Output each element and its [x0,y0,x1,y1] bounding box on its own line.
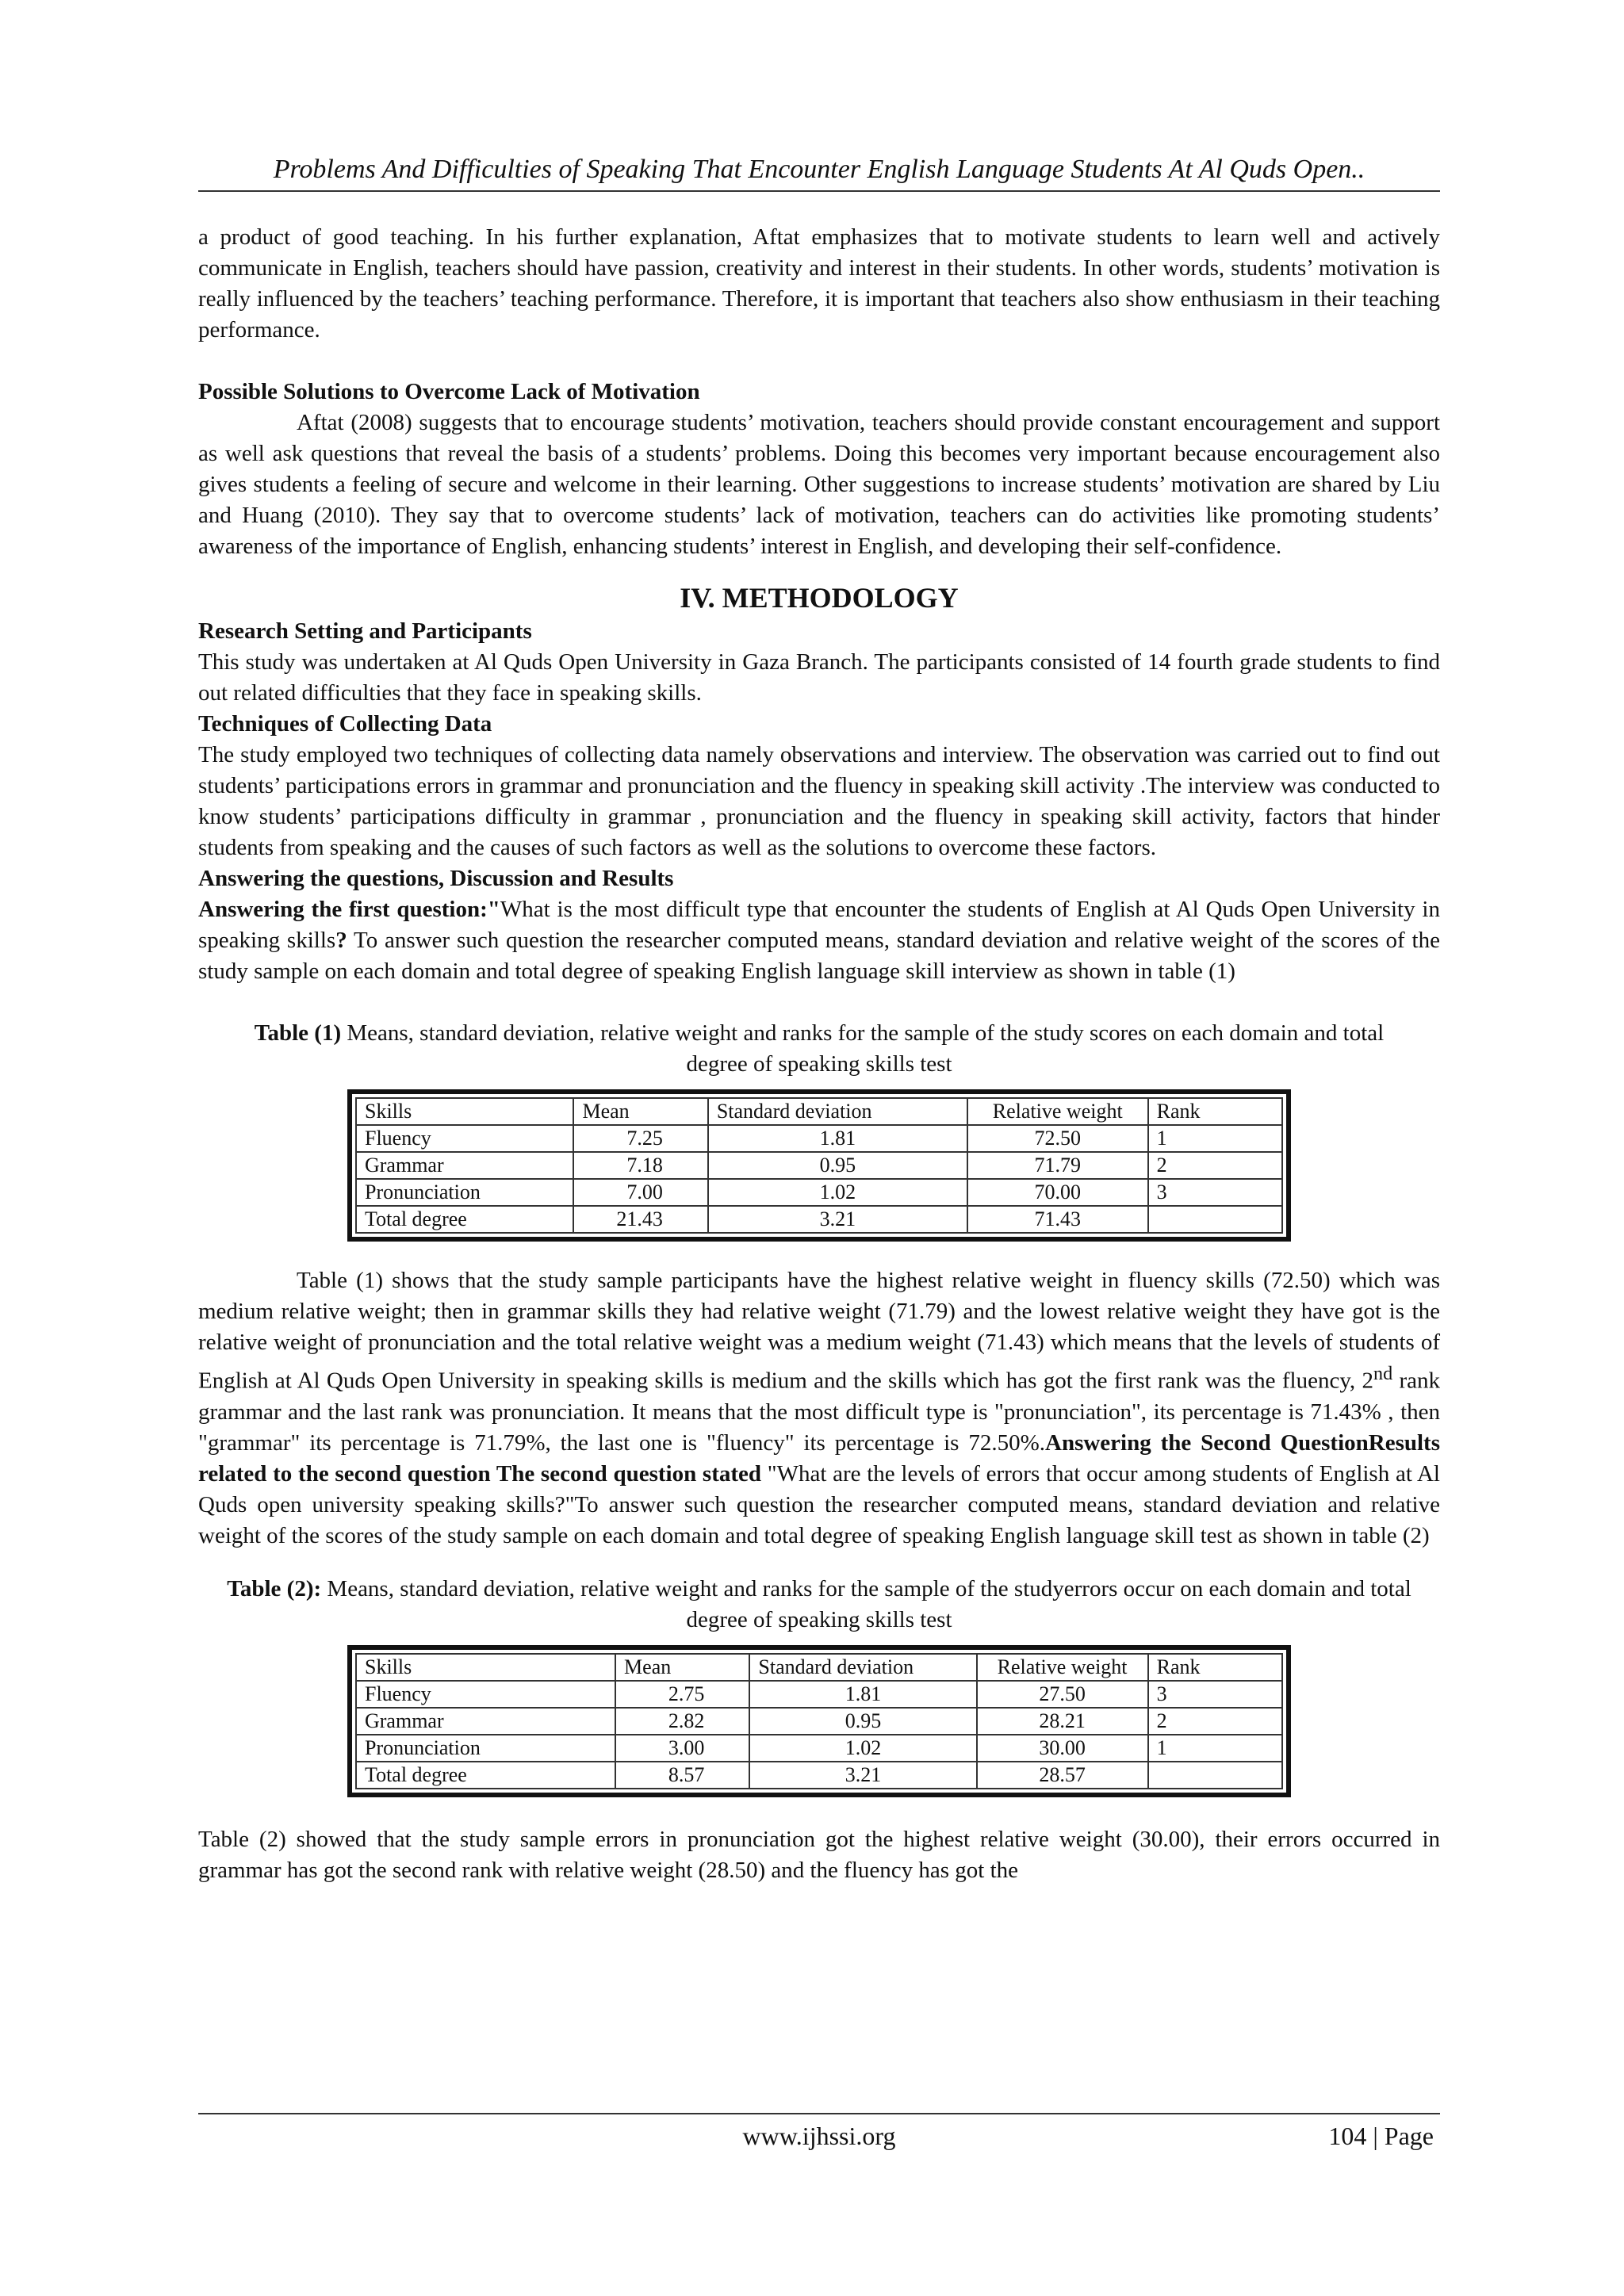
ordinal-suffix: nd [1373,1363,1393,1384]
table-cell: 21.43 [573,1206,707,1233]
header-cell: Standard deviation [708,1098,967,1125]
header-cell: Standard deviation [749,1654,976,1681]
solutions-paragraph: Aftat (2008) suggests that to encourage students’ motivation, teachers should provide constant encouragement and support as well ask questions that reveal the basis of a students’ problems. Doing this becomes very important because encouragement also gives students a feeling of secure and welcome in their learning. Other suggestions to increase students’ motivation are shared by Liu and Huang (2010). They say that to overcome students’ lack of motivation, teachers can do activities like promoting students’ awareness of the importance of English, enhancing students’ interest in English, and developing their self-confidence. [198,410,1440,559]
table-cell: Fluency [356,1681,615,1708]
first-question-mark: ? [335,928,347,953]
table2-discussion: Table (2) showed that the study sample errors in pronunciation got the highest relative weight (30.00), their errors occurred in grammar has got the second rank with relative weight (28.50) and the fluency has got the [198,1826,1440,1883]
table-cell: 72.50 [967,1125,1148,1152]
first-question-text: What is the most difficult type that encounter the students of English at Al Quds Open University in speaking skills [198,897,1440,953]
table-row [356,1125,1282,1152]
table-row [356,1708,1282,1735]
table-cell: Total degree [356,1762,615,1789]
table-header-row [356,1098,1282,1125]
table-cell: 8.57 [615,1762,749,1789]
table-row [356,1206,1282,1233]
table-cell: 1 [1148,1735,1282,1762]
table-cell: 1.02 [749,1735,976,1762]
table-cell: 71.79 [967,1152,1148,1179]
table2-caption [198,1574,1440,1636]
page-number: 104 | Page [1328,2122,1434,2150]
table-cell: 1.81 [708,1125,967,1152]
table-cell: 7.18 [573,1152,707,1179]
first-question-rest: To answer such question the researcher computed means, standard deviation and relative weight of the scores of the study sample on each domain and total degree of speaking English language skill interview as shown in table (1) [198,928,1440,984]
table-cell: Pronunciation [356,1179,573,1206]
header-cell: Rank [1148,1654,1282,1681]
table2-caption-label: Table (2): [227,1575,322,1601]
answering-heading: Answering the questions, Discussion and Results [198,866,674,891]
table-cell: 28.57 [977,1762,1148,1789]
header-cell: Relative weight [967,1098,1148,1125]
discussion1-text-b: rank grammar and the last rank was pronunciation. It means that the most difficult type is "pronunciation", its percentage is 71.43% , then "grammar" its percentage is 71.79%, the last one is "fluency" its percentage is 72.50%. [198,1368,1440,1456]
setting-heading: Research Setting and Participants [198,618,532,644]
table-cell: 1.02 [708,1179,967,1206]
table-cell: 3 [1148,1179,1282,1206]
table-header-row [356,1654,1282,1681]
table-cell: 3 [1148,1681,1282,1708]
table-cell: Total degree [356,1206,573,1233]
table-cell: 7.25 [573,1125,707,1152]
header-cell: Skills [356,1654,615,1681]
header-cell: Mean [573,1098,707,1125]
table-cell: 28.21 [977,1708,1148,1735]
table-row [356,1762,1282,1789]
table-cell: 3.21 [708,1206,967,1233]
table-cell: 3.21 [749,1762,976,1789]
table1 [355,1097,1283,1234]
table-row [356,1735,1282,1762]
table-cell: Pronunciation [356,1735,615,1762]
table-cell [1148,1762,1282,1789]
table-cell: Grammar [356,1708,615,1735]
page-footer [198,2113,1440,2150]
setting-paragraph: This study was undertaken at Al Quds Open University in Gaza Branch. The participants consisted of 14 fourth grade students to find out related difficulties that they face in speaking skills. [198,649,1440,706]
running-header: Problems And Difficulties of Speaking That Encounter English Language Students At Al Quds Open.. [198,152,1440,192]
journal-url[interactable]: www.ijhssi.org [742,2122,896,2150]
table-cell: 1 [1148,1125,1282,1152]
table-cell: 0.95 [749,1708,976,1735]
discussion1-text-a: Table (1) shows that the study sample participants have the highest relative weight in fluency skills (72.50) which was medium relative weight; then in grammar skills they had relative weight (71.79) and the lowest relative weight they have got is the relative weight of pronunciation and the total relative weight was a medium weight (71.43) which means that the levels of students of English at Al Quds Open University in speaking skills is medium and the skills which has got the first rank was the fluency, 2 [198,1268,1440,1394]
table-row [356,1681,1282,1708]
table-cell: 7.00 [573,1179,707,1206]
second-question-heading: Answering the Second QuestionResults related to the second question The second question stated [198,1429,1441,1487]
table1-frame [347,1089,1291,1242]
table2-caption-text: Means, standard deviation, relative weight and ranks for the sample of the studyerrors occur on each domain and total degree of speaking skills test [321,1575,1411,1632]
table-cell: 71.43 [967,1206,1148,1233]
first-question-lead: Answering the first question:" [198,897,500,922]
table2-frame [347,1645,1291,1797]
first-question-paragraph [198,894,1440,987]
page-body [198,222,1440,1886]
discussion1-text-c: "What are the levels of errors that occur among students of English at Al Quds open university speaking skills?"To answer such question the researcher computed means, standard deviation and relative weight of the scores of the study sample on each domain and total degree of speaking English language skill test as shown in table (2) [198,1460,1440,1548]
table-cell: Grammar [356,1152,573,1179]
table-cell: 2 [1148,1708,1282,1735]
header-cell: Rank [1148,1098,1282,1125]
table-cell: Fluency [356,1125,573,1152]
table-cell: 2 [1148,1152,1282,1179]
header-cell: Relative weight [977,1654,1148,1681]
table1-discussion [198,1265,1440,1552]
table-row [356,1179,1282,1206]
table1-caption [198,1018,1440,1080]
table-cell: 3.00 [615,1735,749,1762]
table2 [355,1653,1283,1789]
header-cell: Mean [615,1654,749,1681]
table1-caption-label: Table (1) [254,1020,342,1046]
table-cell: 1.81 [749,1681,976,1708]
table-row [356,1152,1282,1179]
table-cell: 30.00 [977,1735,1148,1762]
table-cell: 70.00 [967,1179,1148,1206]
header-cell: Skills [356,1098,573,1125]
techniques-heading: Techniques of Collecting Data [198,711,492,737]
table-cell: 2.82 [615,1708,749,1735]
table-cell: 0.95 [708,1152,967,1179]
solutions-heading: Possible Solutions to Overcome Lack of Motivation [198,379,700,404]
intro-paragraph: a product of good teaching. In his further explanation, Aftat emphasizes that to motivate students to learn well and actively communicate in English, teachers should have passion, creativity and interest in their students. In other words, students’ motivation is really influenced by the teachers’ teaching performance. Therefore, it is important that teachers also show enthusiasm in their teaching performance. [198,224,1440,342]
table-cell [1148,1206,1282,1233]
table1-caption-text: Means, standard deviation, relative weight and ranks for the sample of the study scores on each domain and total degree of speaking skills test [341,1020,1385,1077]
techniques-paragraph: The study employed two techniques of collecting data namely observations and interview. The observation was carried out to find out students’ participations errors in grammar and pronunciation and the fluency in speaking skill activity .The interview was conducted to know students’ participations difficulty in grammar , pronunciation and the fluency in speaking skill activity, factors that hinder students from speaking and the causes of such factors as well as the solutions to overcome these factors. [198,742,1440,860]
methodology-title: IV. METHODOLOGY [680,582,959,614]
table-cell: 27.50 [977,1681,1148,1708]
table-cell: 2.75 [615,1681,749,1708]
